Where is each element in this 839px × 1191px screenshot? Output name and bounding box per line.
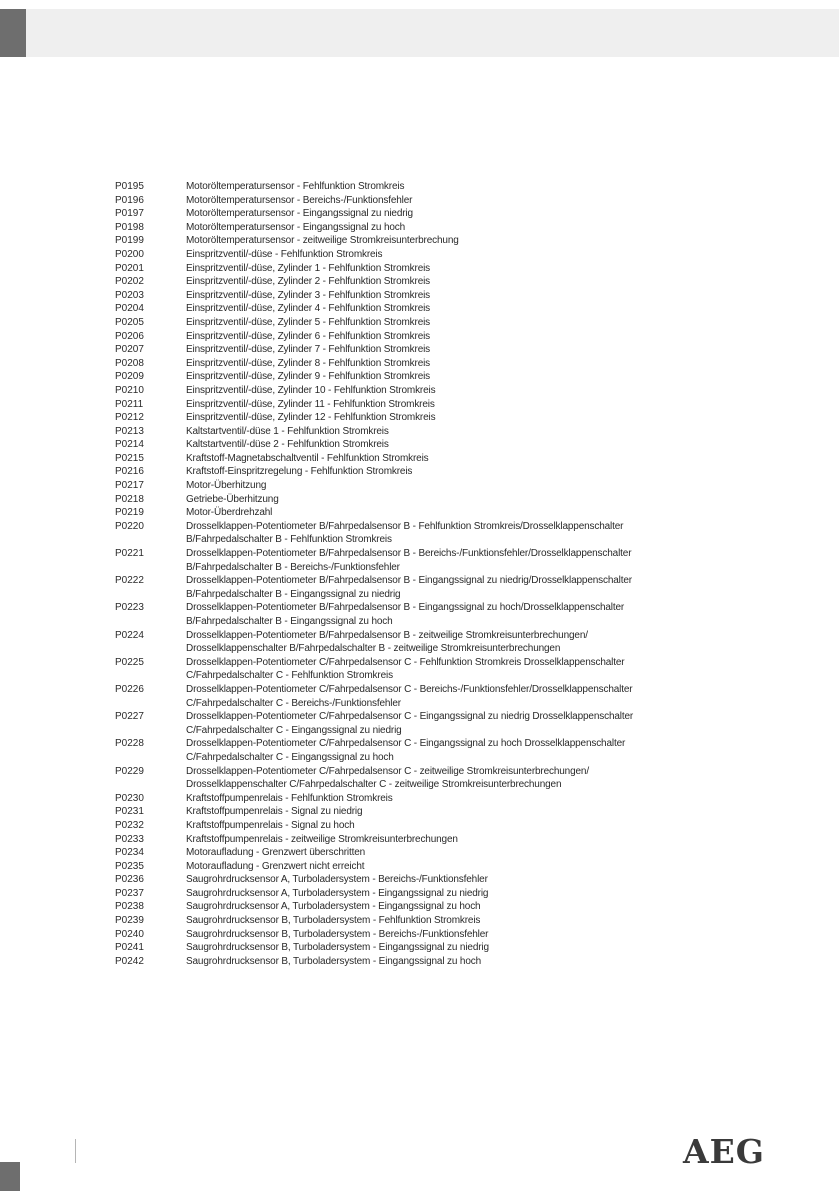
code-row	[115, 289, 725, 303]
code-row	[115, 452, 725, 466]
fault-description: Einspritzventil/-düse - Fehlfunktion Stromkreis	[186, 248, 383, 260]
fault-code: P0200	[115, 248, 144, 260]
code-row	[115, 928, 725, 942]
fault-code: P0197	[115, 208, 144, 220]
fault-code: P0196	[115, 194, 144, 206]
fault-description: Einspritzventil/-düse, Zylinder 10 - Fehlfunktion Stromkreis	[186, 384, 436, 396]
code-row	[115, 316, 725, 330]
code-row	[115, 900, 725, 914]
fault-code: P0199	[115, 235, 144, 247]
fault-code: P0232	[115, 819, 144, 831]
fault-code: P0208	[115, 357, 144, 369]
code-row	[115, 833, 725, 847]
footer-tab-marker	[0, 1162, 20, 1191]
fault-description: Drosselklappen-Potentiometer C/Fahrpedalsensor C - zeitweilige Stromkreisunterbrechungen/ Drosselklappenschalter C/Fahrpedalschalter C - zeitweilige Stromkreisunterbrechungen	[186, 765, 589, 791]
code-row	[115, 207, 725, 221]
code-row	[115, 384, 725, 398]
code-row	[115, 221, 725, 235]
fault-description: Kraftstoffpumpenrelais - Signal zu hoch	[186, 819, 355, 831]
fault-description: Motoröltemperatursensor - Eingangssignal zu niedrig	[186, 208, 413, 220]
fault-description: Saugrohrdrucksensor B, Turboladersystem - Fehlfunktion Stromkreis	[186, 915, 481, 927]
code-row	[115, 955, 725, 969]
fault-code: P0242	[115, 955, 144, 967]
code-row	[115, 765, 725, 792]
code-row	[115, 805, 725, 819]
fault-description: Drosselklappen-Potentiometer C/Fahrpedalsensor C - Eingangssignal zu hoch Drosselklappenschalter C/Fahrpedalschalter C - Eingangssignal zu hoch	[186, 738, 626, 763]
code-row	[115, 194, 725, 208]
fault-code: P0240	[115, 928, 144, 940]
fault-code: P0236	[115, 874, 144, 886]
code-row	[115, 330, 725, 344]
fault-description: Einspritzventil/-düse, Zylinder 7 - Fehlfunktion Stromkreis	[186, 344, 431, 356]
fault-code: P0220	[115, 520, 144, 532]
fault-code: P0195	[115, 181, 144, 192]
fault-code: P0221	[115, 548, 144, 560]
fault-code: P0234	[115, 847, 144, 859]
fault-code: P0227	[115, 711, 144, 723]
code-row	[115, 683, 725, 710]
fault-code-list	[115, 180, 725, 968]
fault-code: P0198	[115, 221, 144, 233]
fault-description: Einspritzventil/-düse, Zylinder 8 - Fehlfunktion Stromkreis	[186, 357, 431, 369]
fault-description: Kraftstoff-Magnetabschaltventil - Fehlfunktion Stromkreis	[186, 452, 429, 464]
code-row	[115, 941, 725, 955]
header-bar	[0, 9, 839, 57]
fault-description: Saugrohrdrucksensor A, Turboladersystem - Eingangssignal zu hoch	[186, 901, 481, 913]
fault-code: P0203	[115, 289, 144, 301]
fault-description: Einspritzventil/-düse, Zylinder 6 - Fehlfunktion Stromkreis	[186, 330, 431, 342]
fault-description: Saugrohrdrucksensor B, Turboladersystem - Eingangssignal zu hoch	[186, 955, 482, 967]
code-row	[115, 819, 725, 833]
code-row	[115, 262, 725, 276]
code-row	[115, 343, 725, 357]
code-row	[115, 656, 725, 683]
fault-description: Saugrohrdrucksensor B, Turboladersystem - Bereichs-/Funktionsfehler	[186, 928, 489, 940]
fault-description: Einspritzventil/-düse, Zylinder 1 - Fehlfunktion Stromkreis	[186, 262, 431, 274]
fault-code: P0216	[115, 466, 144, 478]
fault-code: P0202	[115, 276, 144, 288]
code-row	[115, 479, 725, 493]
code-row	[115, 234, 725, 248]
fault-code: P0224	[115, 629, 144, 641]
fault-code: P0233	[115, 833, 144, 845]
fault-description: Drosselklappen-Potentiometer B/Fahrpedalsensor B - zeitweilige Stromkreisunterbrechungen/ Drosselklappenschalter B/Fahrpedalschalter B - zeitweilige Stromkreisunterbrechungen	[186, 629, 588, 655]
fault-description: Saugrohrdrucksensor A, Turboladersystem - Eingangssignal zu niedrig	[186, 887, 489, 899]
fault-code: P0204	[115, 303, 144, 315]
fault-code: P0215	[115, 452, 144, 464]
fault-description: Drosselklappen-Potentiometer B/Fahrpedalsensor B - Bereichs-/Funktionsfehler/Drosselklappenschalter B/Fahrpedalschalter B - Bereichs-/Funktionsfehler	[186, 548, 632, 573]
fault-code: P0218	[115, 493, 144, 505]
code-row	[115, 425, 725, 439]
fault-code: P0211	[115, 398, 144, 410]
fault-description: Drosselklappen-Potentiometer B/Fahrpedalsensor B - Fehlfunktion Stromkreis/Drosselklappenschalter B/Fahrpedalschalter B - Fehlfunktion Stromkreis	[186, 520, 624, 546]
fault-code: P0241	[115, 942, 144, 954]
fault-description: Drosselklappen-Potentiometer C/Fahrpedalsensor C - Fehlfunktion Stromkreis Drosselklappenschalter C/Fahrpedalschalter C - Fehlfunktion Stromkreis	[186, 656, 625, 682]
fault-code: P0229	[115, 765, 144, 777]
fault-code: P0201	[115, 262, 144, 274]
fault-description: Einspritzventil/-düse, Zylinder 3 - Fehlfunktion Stromkreis	[186, 289, 431, 301]
fault-description: Einspritzventil/-düse, Zylinder 4 - Fehlfunktion Stromkreis	[186, 303, 431, 315]
code-row	[115, 846, 725, 860]
fault-code: P0210	[115, 384, 144, 396]
fault-code: P0238	[115, 901, 144, 913]
fault-code: P0209	[115, 371, 144, 383]
footer-divider	[75, 1139, 76, 1163]
fault-code: P0230	[115, 792, 144, 804]
fault-code: P0228	[115, 738, 144, 750]
fault-code: P0239	[115, 915, 144, 927]
code-row	[115, 302, 725, 316]
fault-code: P0214	[115, 439, 144, 451]
fault-code: P0207	[115, 344, 144, 356]
code-row	[115, 737, 725, 764]
fault-code: P0231	[115, 806, 144, 818]
fault-code: P0217	[115, 480, 144, 492]
fault-code: P0225	[115, 656, 144, 668]
code-row	[115, 887, 725, 901]
fault-description: Kaltstartventil/-düse 2 - Fehlfunktion Stromkreis	[186, 439, 389, 451]
fault-description: Saugrohrdrucksensor B, Turboladersystem - Eingangssignal zu niedrig	[186, 942, 489, 954]
fault-description: Einspritzventil/-düse, Zylinder 11 - Fehlfunktion Stromkreis	[186, 398, 435, 410]
fault-code: P0226	[115, 683, 144, 695]
code-row	[115, 547, 725, 574]
code-row	[115, 574, 725, 601]
fault-code: P0219	[115, 507, 144, 519]
code-row	[115, 506, 725, 520]
fault-code: P0212	[115, 412, 144, 424]
code-row	[115, 873, 725, 887]
code-row	[115, 438, 725, 452]
fault-description: Motoröltemperatursensor - Bereichs-/Funktionsfehler	[186, 194, 413, 206]
fault-code: P0223	[115, 602, 144, 614]
fault-code: P0206	[115, 330, 144, 342]
fault-description: Drosselklappen-Potentiometer B/Fahrpedalsensor B - Eingangssignal zu niedrig/Drosselklappenschalter B/Fahrpedalschalter B - Eingangssignal zu niedrig	[186, 575, 632, 600]
code-row	[115, 493, 725, 507]
code-row	[115, 180, 725, 194]
fault-description: Motor-Überdrehzahl	[186, 507, 273, 519]
code-row	[115, 398, 725, 412]
fault-description: Motoröltemperatursensor - zeitweilige Stromkreisunterbrechung	[186, 235, 459, 247]
code-row	[115, 465, 725, 479]
code-row	[115, 411, 725, 425]
fault-description: Motoröltemperatursensor - Fehlfunktion Stromkreis	[186, 181, 405, 192]
fault-code: P0222	[115, 575, 144, 587]
fault-description: Drosselklappen-Potentiometer B/Fahrpedalsensor B - Eingangssignal zu hoch/Drosselklappenschalter B/Fahrpedalschalter B - Eingangssignal zu hoch	[186, 602, 625, 627]
fault-description: Motoraufladung - Grenzwert nicht erreicht	[186, 860, 365, 872]
fault-description: Kraftstoffpumpenrelais - zeitweilige Stromkreisunterbrechungen	[186, 833, 458, 845]
code-row	[115, 792, 725, 806]
fault-code: P0205	[115, 316, 144, 328]
code-row	[115, 275, 725, 289]
code-row	[115, 860, 725, 874]
fault-description: Kraftstoff-Einspritzregelung - Fehlfunktion Stromkreis	[186, 466, 413, 478]
fault-description: Einspritzventil/-düse, Zylinder 12 - Fehlfunktion Stromkreis	[186, 412, 436, 424]
fault-description: Einspritzventil/-düse, Zylinder 9 - Fehlfunktion Stromkreis	[186, 371, 431, 383]
fault-description: Kaltstartventil/-düse 1 - Fehlfunktion Stromkreis	[186, 425, 389, 437]
fault-description: Einspritzventil/-düse, Zylinder 5 - Fehlfunktion Stromkreis	[186, 316, 431, 328]
fault-description: Motoraufladung - Grenzwert überschritten	[186, 847, 366, 859]
code-row	[115, 601, 725, 628]
fault-description: Kraftstoffpumpenrelais - Signal zu niedrig	[186, 806, 363, 818]
code-row	[115, 629, 725, 656]
aeg-logo: AEG	[683, 1132, 765, 1171]
fault-code: P0235	[115, 860, 144, 872]
fault-description: Kraftstoffpumpenrelais - Fehlfunktion Stromkreis	[186, 792, 393, 804]
code-row	[115, 357, 725, 371]
fault-description: Drosselklappen-Potentiometer C/Fahrpedalsensor C - Eingangssignal zu niedrig Drosselklappenschalter C/Fahrpedalschalter C - Eingangssignal zu niedrig	[186, 711, 634, 736]
header-tab-marker	[0, 9, 26, 57]
fault-description: Motoröltemperatursensor - Eingangssignal zu hoch	[186, 221, 406, 233]
code-row	[115, 370, 725, 384]
fault-description: Drosselklappen-Potentiometer C/Fahrpedalsensor C - Bereichs-/Funktionsfehler/Drosselklappenschalter C/Fahrpedalschalter C - Bereichs-/Funktionsfehler	[186, 683, 633, 709]
code-row	[115, 710, 725, 737]
code-row	[115, 520, 725, 547]
fault-description: Saugrohrdrucksensor A, Turboladersystem - Bereichs-/Funktionsfehler	[186, 874, 488, 886]
code-row	[115, 248, 725, 262]
fault-description: Einspritzventil/-düse, Zylinder 2 - Fehlfunktion Stromkreis	[186, 276, 431, 288]
fault-description: Getriebe-Überhitzung	[186, 493, 279, 505]
code-row	[115, 914, 725, 928]
fault-code: P0237	[115, 887, 144, 899]
fault-code: P0213	[115, 425, 144, 437]
fault-description: Motor-Überhitzung	[186, 480, 267, 492]
